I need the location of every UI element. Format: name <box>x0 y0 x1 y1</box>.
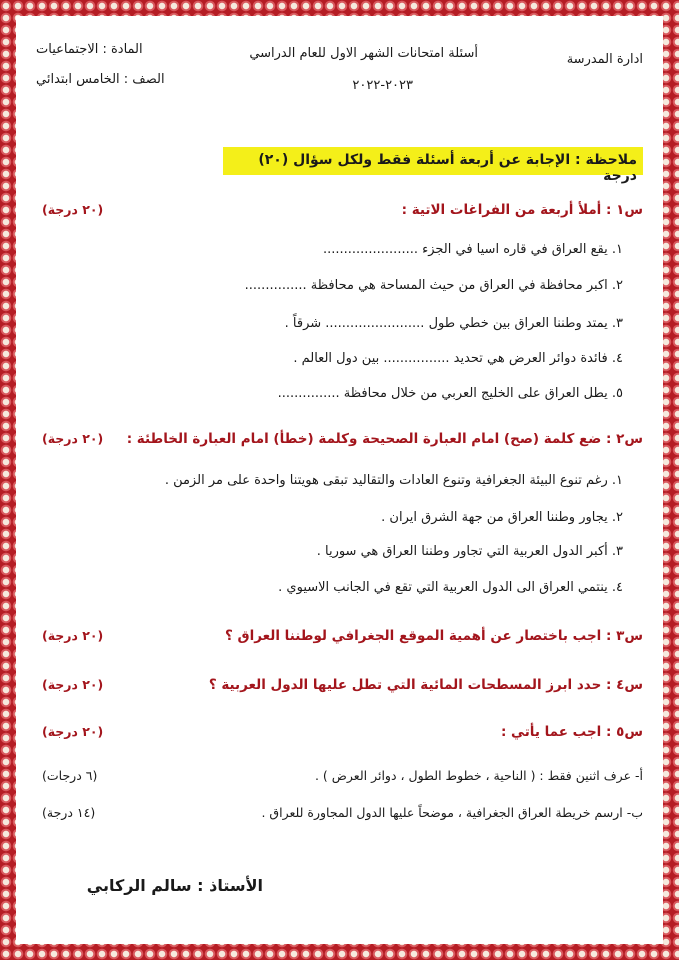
question-5-marks: (٢٠ درجة) <box>42 724 104 739</box>
q5-part-b-marks: (١٤ درجة) <box>42 805 96 820</box>
q2-item-1: ١. رغم تنوع البيئة الجغرافية وتنوع العادات والتقاليد تبقى هويتنا واحدة على مر الزمن . <box>164 473 623 488</box>
q5-part-a: أ- عرف اثنين فقط : ( الناحية ، خطوط الطول ، دوائر العرض ) . <box>314 768 643 783</box>
grade-label: الصف : الخامس ابتدائي <box>36 72 165 87</box>
instruction-text: ملاحظة : الإجابة عن أربعة أسئلة فقط ولكل سؤال (٢٠) درجة <box>258 152 637 184</box>
teacher-name: الأستاذ : سالم الركابي <box>86 876 263 895</box>
question-1-marks: (٢٠ درجة) <box>42 202 104 217</box>
question-2-marks: (٢٠ درجة) <box>42 431 104 446</box>
question-4-marks: (٢٠ درجة) <box>42 677 104 692</box>
q1-item-2: ٢. اكبر محافظة في العراق من حيث المساحة هي محافظة ............... <box>244 278 623 293</box>
q1-item-3: ٣. يمتد وطننا العراق بين خطي طول ........................ شرقاً . <box>284 316 623 331</box>
q1-item-1: ١. يقع العراق في قاره اسيا في الجزء ....................... <box>322 242 623 257</box>
q2-item-2: ٢. يجاور وطننا العراق من جهة الشرق ايران . <box>381 510 623 525</box>
question-3-marks: (٢٠ درجة) <box>42 628 104 643</box>
academic-year: ٢٠٢٣-٢٠٢٢ <box>352 78 413 93</box>
exam-title: أسئلة امتحانات الشهر الاول للعام الدراسي <box>249 46 478 61</box>
q5-part-a-marks: (٦ درجات) <box>42 768 98 783</box>
q1-item-4: ٤. فائدة دوائر العرض هي تحديد ................ بين دول العالم . <box>293 351 623 366</box>
q5-part-b: ب- ارسم خريطة العراق الجغرافية ، موضحاً عليها الدول المجاورة للعراق . <box>261 805 643 820</box>
subject-label: المادة : الاجتماعيات <box>36 42 143 57</box>
q1-item-5: ٥. يطل العراق على الخليج العربي من خلال محافظة ............... <box>277 386 623 401</box>
school-admin-label: ادارة المدرسة <box>566 52 643 67</box>
q2-item-4: ٤. ينتمي العراق الى الدول العربية التي تقع في الجانب الاسيوي . <box>278 580 623 595</box>
question-3-title: س٣ : اجب باختصار عن أهمية الموقع الجغرافي لوطننا العراق ؟ <box>225 628 643 644</box>
question-2-title: س٢ : ضع كلمة (صح) امام العبارة الصحيحة وكلمة (خطأ) امام العبارة الخاطئة : <box>126 431 643 447</box>
instruction-note <box>223 147 643 184</box>
q2-item-3: ٣. أكبر الدول العربية التي تجاور وطننا العراق هي سوريا . <box>316 544 623 559</box>
question-4-title: س٤ : حدد ابرز المسطحات المائية التي تطل عليها الدول العربية ؟ <box>208 677 643 693</box>
question-1-title: س١ : أملأ أربعة من الفراغات الاتية : <box>401 202 643 218</box>
exam-sheet <box>16 16 663 944</box>
question-5-title: س٥ : اجب عما يأتي : <box>500 724 643 740</box>
